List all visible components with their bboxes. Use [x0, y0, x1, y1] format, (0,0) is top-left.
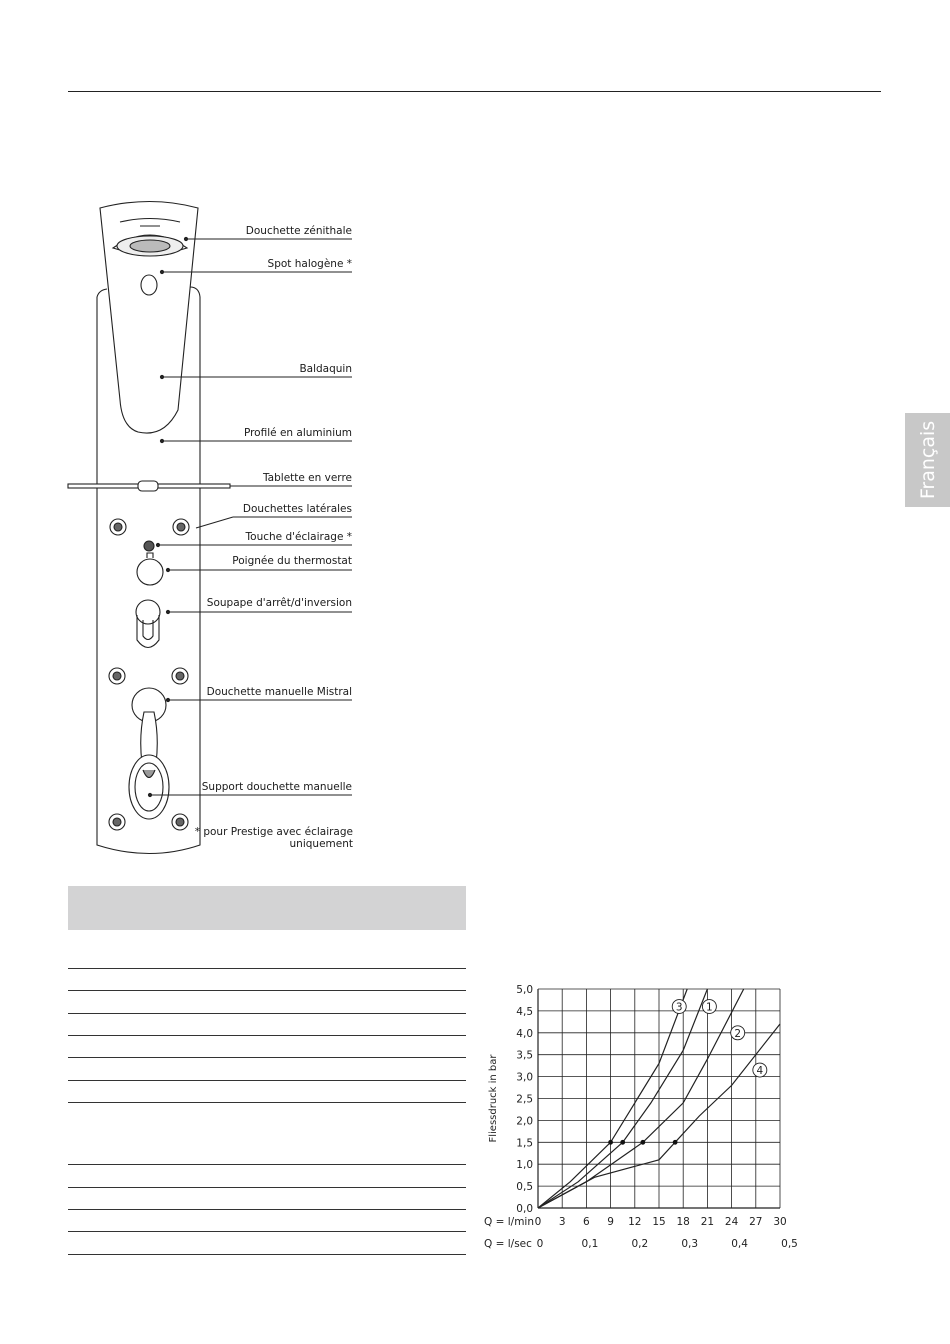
table-header-box: [68, 886, 466, 930]
callout-canopy: Baldaquin: [299, 363, 352, 375]
table-rule: [68, 990, 466, 991]
data-point-1-5-bar: [620, 1140, 625, 1145]
x-tick-label-lmin: 0: [534, 1216, 542, 1228]
table-rule: [68, 1035, 466, 1036]
series-label-2: 2: [734, 1027, 742, 1040]
x-tick-label-lmin: 18: [676, 1216, 690, 1228]
x-tick-label-lsec: 0,4: [731, 1238, 748, 1250]
table-rule: [68, 968, 466, 969]
side-jets-middle: [109, 668, 188, 684]
callout-side-jets: Douchettes latérales: [242, 503, 352, 515]
shower-panel-illustration: [0, 0, 380, 880]
diverter-valve-shape: [136, 600, 160, 648]
hand-shower-shape: [129, 688, 169, 819]
callout-overhead-shower: Douchette zénithale: [245, 225, 352, 237]
callout-thermostat-knob: Poignée du thermostat: [232, 555, 352, 567]
x-tick-label-lmin: 6: [583, 1216, 590, 1228]
table-rule: [68, 1187, 466, 1188]
x-tick-label-lmin: 21: [700, 1216, 715, 1228]
table-rule: [68, 1231, 466, 1232]
callout-hand-shower-holder: Support douchette manuelle: [201, 781, 352, 793]
series-label-1: 1: [706, 1001, 713, 1014]
callout-halogen-spot: Spot halogène *: [267, 258, 352, 270]
x-tick-label-lsec: 0,1: [581, 1238, 599, 1250]
x-tick-label-lmin: 3: [558, 1216, 566, 1228]
table-rule: [68, 1209, 466, 1210]
data-point-1-5-bar: [673, 1140, 678, 1145]
x-tick-label-lmin: 12: [628, 1216, 642, 1228]
y-tick-label: 1,0: [516, 1159, 533, 1172]
x-tick-label-lmin: 15: [652, 1216, 666, 1228]
pressure-flow-chart: [480, 975, 800, 1255]
series-label-3: 3: [675, 1001, 683, 1014]
callout-light-button: Touche d'éclairage *: [245, 531, 352, 543]
y-tick-label: 4,5: [516, 1005, 533, 1018]
x-tick-label-lsec: 0,3: [681, 1238, 699, 1250]
x-axis-label-lsec: Q = l/sec: [484, 1238, 532, 1250]
table-rule: [68, 1057, 466, 1058]
light-button-shape: [144, 541, 154, 551]
table-rule: [68, 1102, 466, 1103]
y-tick-label: 5,0: [516, 984, 533, 996]
x-tick-label-lmin: 30: [773, 1216, 787, 1228]
x-tick-label-lmin: 24: [724, 1216, 739, 1228]
y-tick-label: 1,5: [516, 1137, 533, 1150]
y-axis-label: Fliessdruck in bar: [488, 1054, 499, 1143]
data-point-1-5-bar: [608, 1140, 613, 1145]
table-rule: [68, 1013, 466, 1014]
y-tick-label: 2,5: [516, 1093, 533, 1106]
x-tick-label-lmin: 9: [607, 1216, 614, 1228]
halogen-spot-shape: [141, 275, 157, 295]
callout-aluminium-profile: Profilé en aluminium: [243, 427, 352, 439]
table-rule: [68, 1254, 466, 1255]
y-tick-label: 3,5: [516, 1049, 533, 1062]
footnote-line-1: * pour Prestige avec éclairage: [194, 826, 353, 838]
x-tick-label-lsec: 0: [536, 1238, 544, 1250]
table-rule: [68, 1164, 466, 1165]
y-tick-label: 3,0: [516, 1071, 533, 1084]
callout-hand-shower: Douchette manuelle Mistral: [206, 686, 352, 698]
language-tab-label: Français: [916, 420, 939, 500]
side-jets-top: [110, 519, 189, 535]
x-tick-label-lsec: 0,5: [781, 1238, 798, 1250]
table-rule: [68, 1080, 466, 1081]
thermostat-knob-shape: [137, 559, 163, 585]
footnote-line-2: uniquement: [289, 838, 353, 850]
x-tick-label-lsec: 0,2: [631, 1238, 649, 1250]
y-tick-label: 4,0: [516, 1027, 533, 1040]
callout-glass-shelf: Tablette en verre: [263, 472, 352, 484]
y-tick-label: 0,5: [516, 1181, 533, 1194]
data-point-1-5-bar: [640, 1140, 645, 1145]
callout-diverter-valve: Soupape d'arrêt/d'inversion: [206, 597, 352, 609]
language-tab[interactable]: [905, 413, 950, 507]
y-tick-label: 0,0: [516, 1203, 533, 1215]
x-tick-label-lmin: 27: [749, 1216, 763, 1228]
x-axis-label-lmin: Q = l/min: [484, 1216, 534, 1228]
y-tick-label: 2,0: [516, 1115, 533, 1128]
series-label-4: 4: [756, 1065, 764, 1078]
